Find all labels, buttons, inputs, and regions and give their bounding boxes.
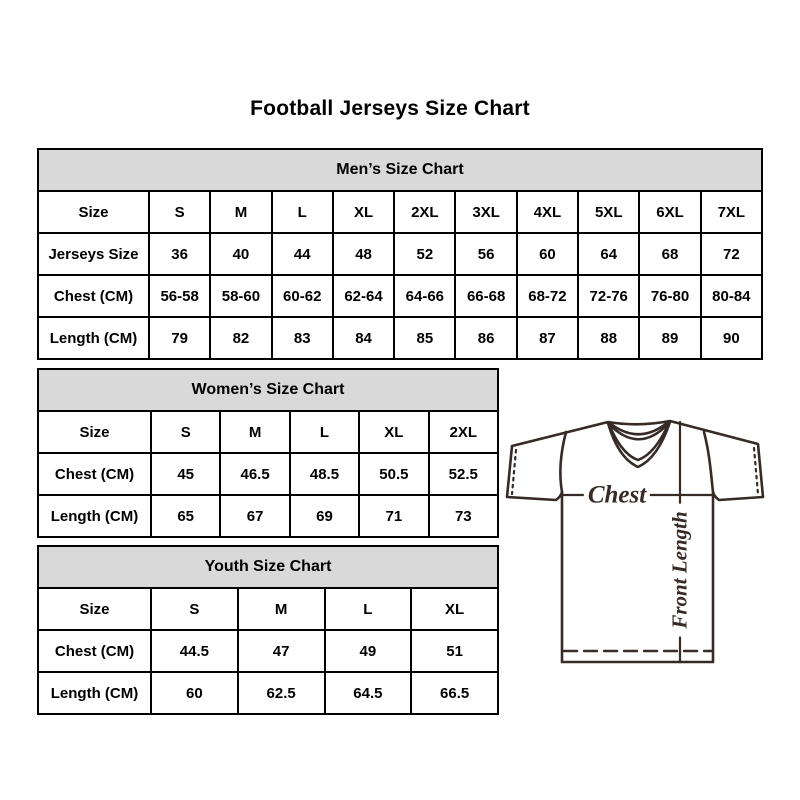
value-cell: 82 — [210, 317, 271, 359]
jersey-outline-svg — [500, 400, 770, 685]
value-cell: 86 — [455, 317, 516, 359]
page-title: Football Jerseys Size Chart — [250, 97, 530, 120]
value-cell: 64-66 — [394, 275, 455, 317]
value-cell: 64 — [578, 233, 639, 275]
value-cell: 48 — [333, 233, 394, 275]
value-cell: 36 — [149, 233, 210, 275]
value-cell: 87 — [517, 317, 578, 359]
value-cell: 40 — [210, 233, 271, 275]
table-row — [38, 495, 498, 537]
size-column-header: 6XL — [639, 191, 700, 233]
size-column-header: 2XL — [429, 411, 498, 453]
value-cell: 84 — [333, 317, 394, 359]
row-label-cell: Chest (CM) — [38, 630, 151, 672]
value-cell: 71 — [359, 495, 428, 537]
row-label-header: Size — [38, 588, 151, 630]
row-label-cell: Length (CM) — [38, 672, 151, 714]
row-label-cell: Length (CM) — [38, 495, 151, 537]
value-cell: 73 — [429, 495, 498, 537]
size-column-header: S — [149, 191, 210, 233]
size-column-header: 7XL — [701, 191, 762, 233]
value-cell: 66-68 — [455, 275, 516, 317]
size-column-header: 3XL — [455, 191, 516, 233]
table-row — [38, 233, 762, 275]
value-cell: 64.5 — [325, 672, 412, 714]
value-cell: 50.5 — [359, 453, 428, 495]
table-title-row — [38, 149, 762, 191]
column-header-row — [38, 191, 762, 233]
size-column-header: XL — [411, 588, 498, 630]
size-column-header: S — [151, 411, 220, 453]
value-cell: 60 — [151, 672, 238, 714]
table-title-row — [38, 369, 498, 411]
value-cell: 79 — [149, 317, 210, 359]
value-cell: 90 — [701, 317, 762, 359]
jersey-body-outline — [507, 421, 763, 662]
value-cell: 83 — [272, 317, 333, 359]
value-cell: 56-58 — [149, 275, 210, 317]
size-table — [37, 368, 499, 538]
value-cell: 48.5 — [290, 453, 359, 495]
value-cell: 60-62 — [272, 275, 333, 317]
value-cell: 85 — [394, 317, 455, 359]
value-cell: 62.5 — [238, 672, 325, 714]
table-row — [38, 672, 498, 714]
size-column-header: 4XL — [517, 191, 578, 233]
row-label-cell: Length (CM) — [38, 317, 149, 359]
size-column-header: 2XL — [394, 191, 455, 233]
row-label-cell: Chest (CM) — [38, 275, 149, 317]
row-label-cell: Chest (CM) — [38, 453, 151, 495]
size-column-header: L — [290, 411, 359, 453]
womens-size-table — [37, 368, 499, 528]
value-cell: 45 — [151, 453, 220, 495]
table-row — [38, 453, 498, 495]
value-cell: 47 — [238, 630, 325, 672]
youth-size-table — [37, 545, 499, 705]
value-cell: 88 — [578, 317, 639, 359]
value-cell: 52.5 — [429, 453, 498, 495]
front-length-measure-label: Front Length — [669, 503, 692, 636]
value-cell: 68 — [639, 233, 700, 275]
table-row — [38, 630, 498, 672]
table-row — [38, 317, 762, 359]
value-cell: 60 — [517, 233, 578, 275]
column-header-row — [38, 588, 498, 630]
size-column-header: L — [272, 191, 333, 233]
size-table — [37, 545, 499, 715]
table-title: Youth Size Chart — [38, 546, 498, 588]
table-row — [38, 275, 762, 317]
table-title-row — [38, 546, 498, 588]
row-label-header: Size — [38, 411, 151, 453]
table-title: Men’s Size Chart — [38, 149, 762, 191]
value-cell: 62-64 — [333, 275, 394, 317]
value-cell: 56 — [455, 233, 516, 275]
value-cell: 76-80 — [639, 275, 700, 317]
size-column-header: M — [220, 411, 289, 453]
size-column-header: XL — [359, 411, 428, 453]
size-column-header: M — [238, 588, 325, 630]
value-cell: 51 — [411, 630, 498, 672]
value-cell: 58-60 — [210, 275, 271, 317]
mens-size-table — [37, 148, 763, 348]
value-cell: 49 — [325, 630, 412, 672]
size-table — [37, 148, 763, 360]
value-cell: 72-76 — [578, 275, 639, 317]
value-cell: 65 — [151, 495, 220, 537]
size-column-header: 5XL — [578, 191, 639, 233]
row-label-header: Size — [38, 191, 149, 233]
value-cell: 67 — [220, 495, 289, 537]
value-cell: 69 — [290, 495, 359, 537]
value-cell: 89 — [639, 317, 700, 359]
value-cell: 80-84 — [701, 275, 762, 317]
row-label-cell: Jerseys Size — [38, 233, 149, 275]
column-header-row — [38, 411, 498, 453]
value-cell: 44 — [272, 233, 333, 275]
value-cell: 72 — [701, 233, 762, 275]
size-column-header: S — [151, 588, 238, 630]
size-column-header: L — [325, 588, 412, 630]
value-cell: 46.5 — [220, 453, 289, 495]
size-column-header: M — [210, 191, 271, 233]
value-cell: 52 — [394, 233, 455, 275]
value-cell: 44.5 — [151, 630, 238, 672]
value-cell: 68-72 — [517, 275, 578, 317]
chest-measure-label: Chest — [584, 482, 650, 509]
jersey-measurement-diagram — [500, 400, 770, 685]
size-column-header: XL — [333, 191, 394, 233]
value-cell: 66.5 — [411, 672, 498, 714]
table-title: Women’s Size Chart — [38, 369, 498, 411]
